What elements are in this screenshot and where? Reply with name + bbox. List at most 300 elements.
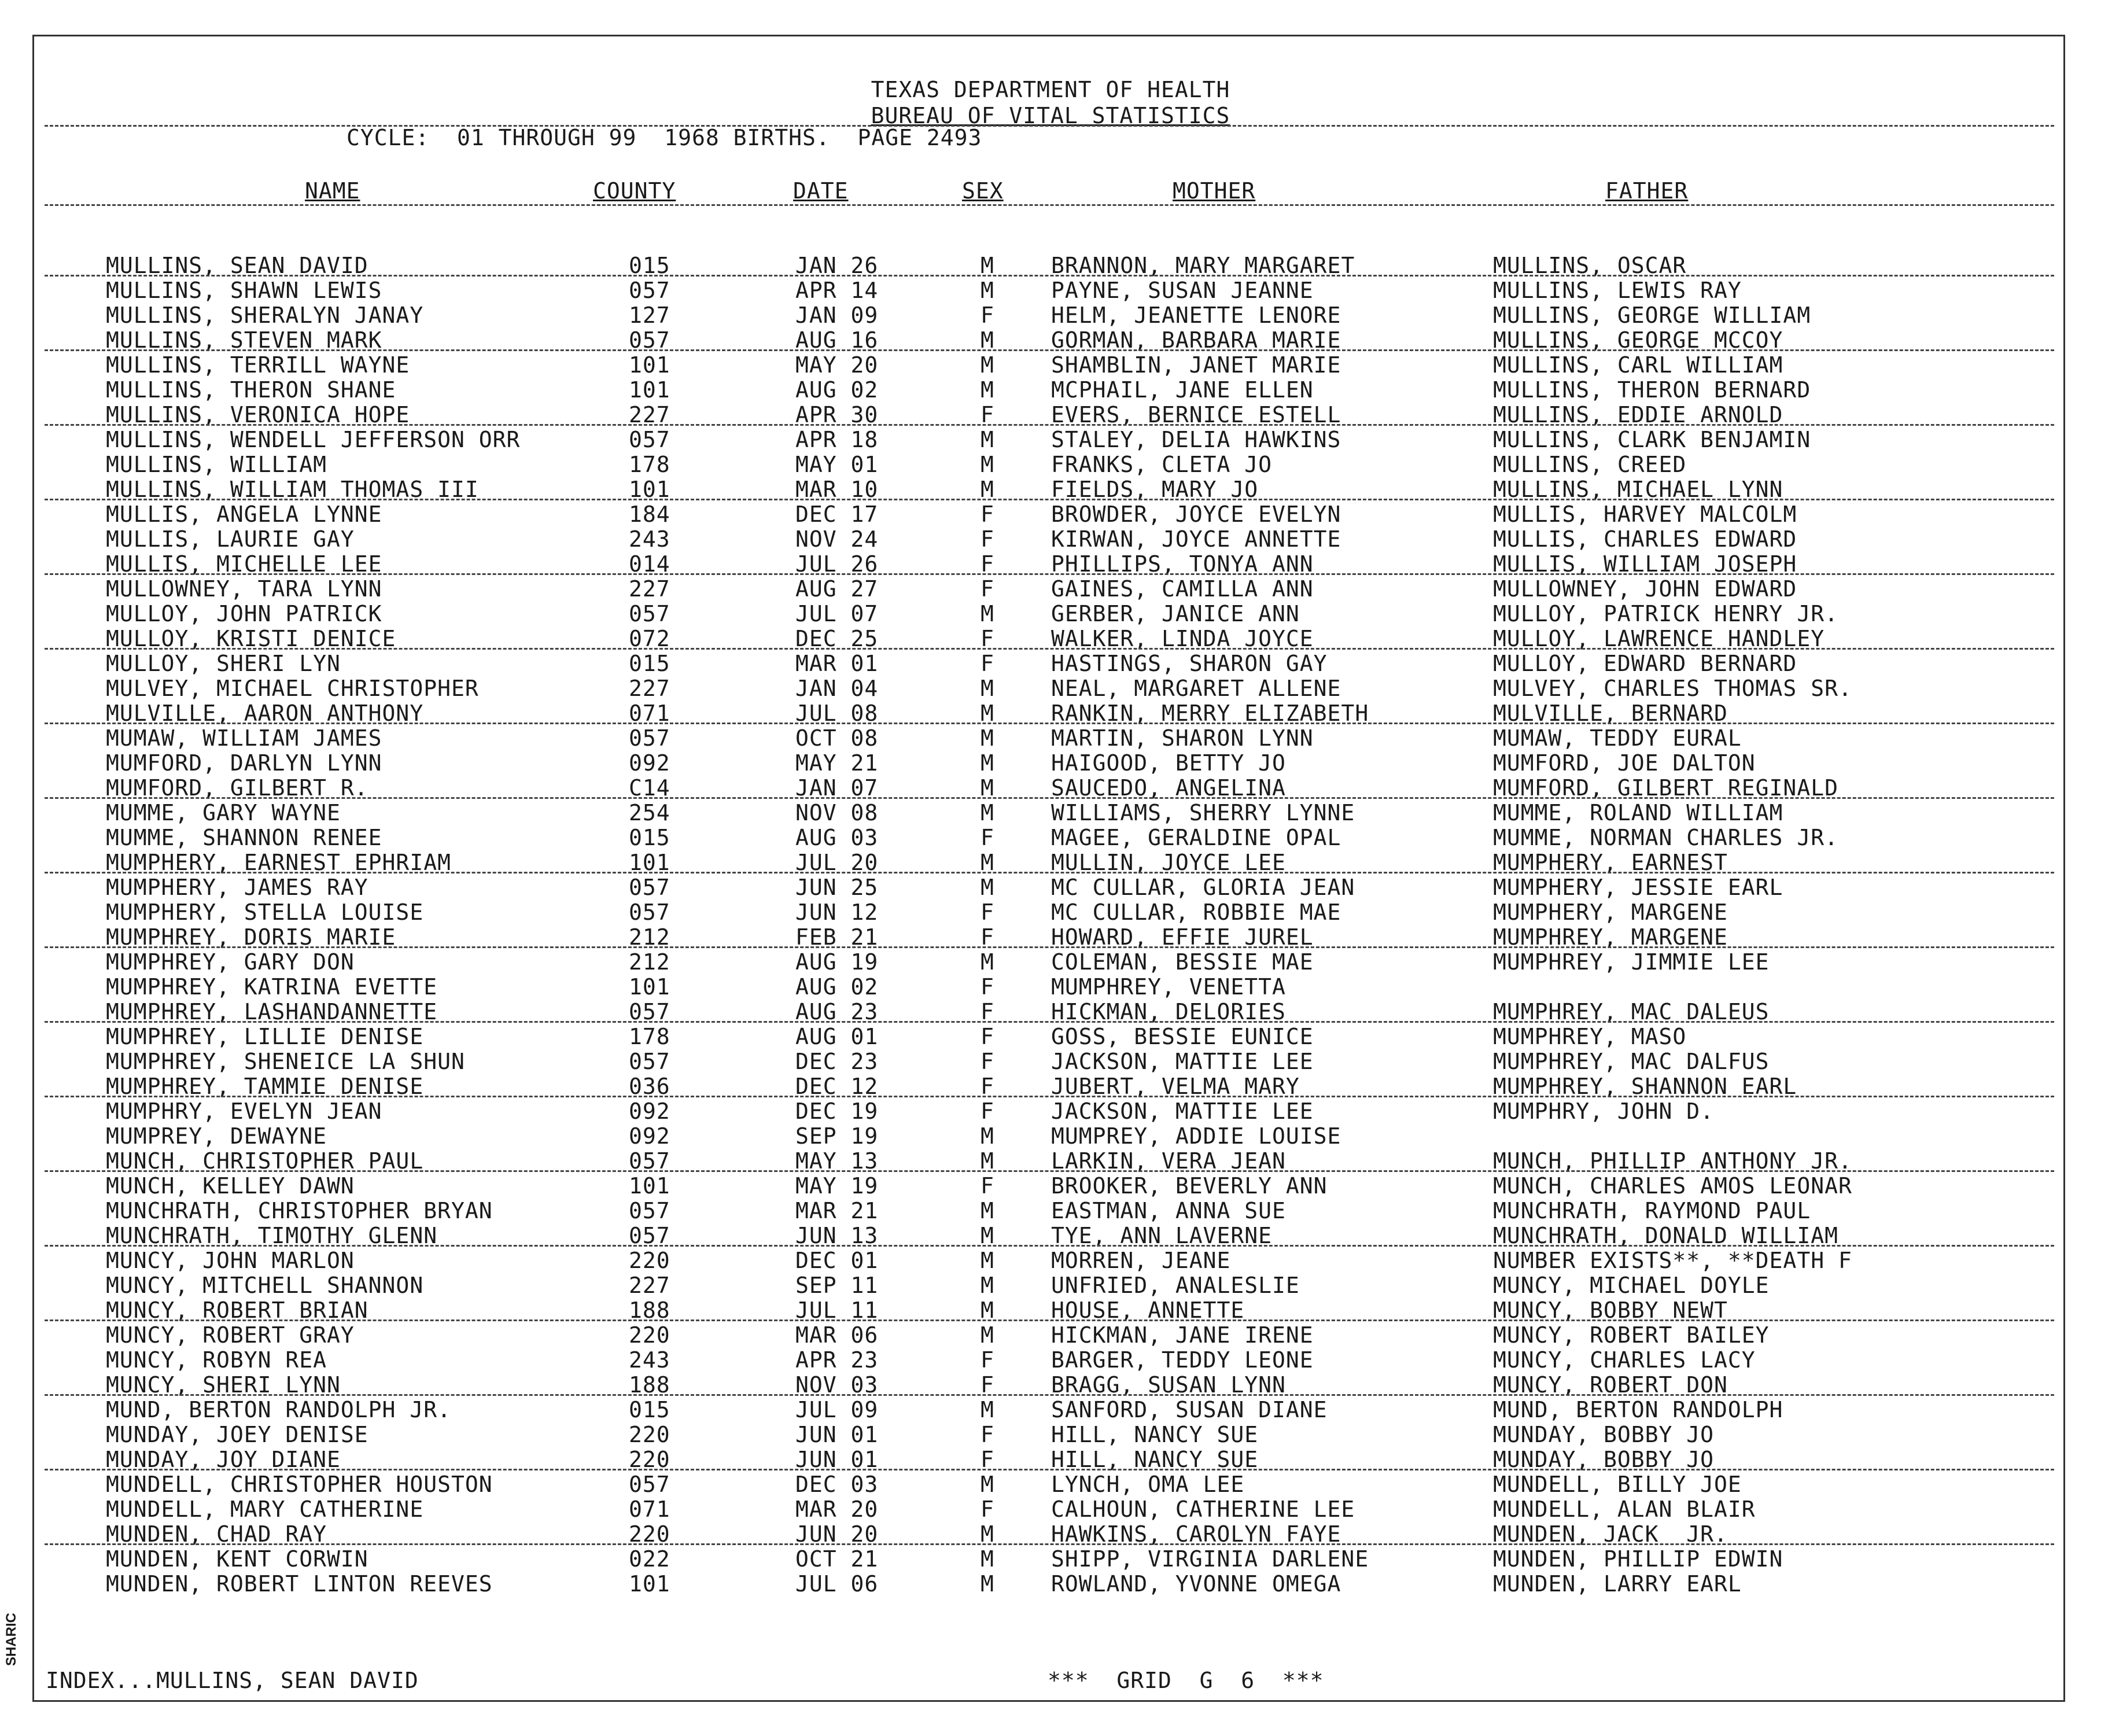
cell-mother: MULLIN, JOYCE LEE	[1051, 850, 1286, 875]
row-divider	[45, 1469, 2054, 1470]
cell-name: MULLOY, JOHN PATRICK	[106, 601, 382, 626]
cell-mother: GAINES, CAMILLA ANN	[1051, 576, 1314, 602]
cell-date: JAN 26	[795, 253, 879, 278]
cell-county: 243	[629, 526, 670, 552]
cell-name: MUMME, GARY WAYNE	[106, 800, 341, 825]
cell-mother: PAYNE, SUSAN JEANNE	[1051, 278, 1314, 303]
cell-name: MULLINS, SEAN DAVID	[106, 253, 368, 278]
cell-sex: F	[981, 999, 994, 1024]
cell-date: APR 18	[795, 427, 879, 452]
cell-sex: F	[981, 1422, 994, 1447]
cell-father: MULLOY, PATRICK HENRY JR.	[1493, 601, 1838, 626]
cell-father: MUNCHRATH, DONALD WILLIAM	[1493, 1223, 1838, 1248]
cell-name: MULLOWNEY, TARA LYNN	[106, 576, 382, 602]
cell-mother: HICKMAN, DELORIES	[1051, 999, 1286, 1024]
cell-mother: FIELDS, MARY JO	[1051, 477, 1259, 502]
cell-name: MUNCH, CHRISTOPHER PAUL	[106, 1148, 424, 1174]
cell-name: MULLINS, WENDELL JEFFERSON ORR	[106, 427, 521, 452]
cell-sex: M	[981, 1223, 994, 1248]
cell-name: MUMPHERY, JAMES RAY	[106, 875, 368, 900]
table-row	[34, 950, 2067, 975]
table-row	[34, 975, 2067, 1000]
cell-county: 220	[629, 1248, 670, 1273]
cell-father: MUMFORD, JOE DALTON	[1493, 750, 1756, 776]
cell-mother: NEAL, MARGARET ALLENE	[1051, 676, 1341, 701]
cell-sex: M	[981, 477, 994, 502]
row-divider	[45, 946, 2054, 948]
cell-date: DEC 23	[795, 1049, 879, 1074]
cell-mother: SHIPP, VIRGINIA DARLENE	[1051, 1546, 1369, 1572]
page-frame	[32, 35, 2065, 1702]
cell-father: MUNDAY, BOBBY JO	[1493, 1422, 1715, 1447]
cell-sex: M	[981, 1472, 994, 1497]
cell-sex: M	[981, 1546, 994, 1572]
cell-name: MUMPHREY, LASHANDANNETTE	[106, 999, 438, 1024]
table-row	[34, 1498, 2067, 1523]
cell-father: MULLINS, THERON BERNARD	[1493, 377, 1811, 403]
cell-name: MULLIS, ANGELA LYNNE	[106, 502, 382, 527]
row-divider	[45, 1245, 2054, 1247]
table-row	[34, 304, 2067, 329]
cell-county: 014	[629, 551, 670, 577]
cell-county: 036	[629, 1074, 670, 1099]
cell-sex: M	[981, 800, 994, 825]
cell-sex: M	[981, 750, 994, 776]
cell-father: MUNCY, BOBBY NEWT	[1493, 1298, 1728, 1323]
cell-date: DEC 17	[795, 502, 879, 527]
table-row	[34, 1572, 2067, 1597]
cell-date: DEC 01	[795, 1248, 879, 1273]
cell-father: MULVEY, CHARLES THOMAS SR.	[1493, 676, 1852, 701]
cell-name: MUNCY, ROBERT GRAY	[106, 1322, 355, 1348]
cell-father: MUMAW, TEDDY EURAL	[1493, 725, 1742, 751]
cell-name: MULLINS, VERONICA HOPE	[106, 402, 410, 427]
cell-sex: F	[981, 1173, 994, 1199]
table-row	[34, 1274, 2067, 1299]
cell-county: 057	[629, 327, 670, 353]
cell-name: MUNCY, ROBYN REA	[106, 1347, 327, 1373]
cell-father: MULLIS, HARVEY MALCOLM	[1493, 502, 1797, 527]
cell-name: MULLINS, WILLIAM	[106, 452, 327, 477]
cell-county: 022	[629, 1546, 670, 1572]
cell-name: MUMME, SHANNON RENEE	[106, 825, 382, 850]
cell-county: 057	[629, 875, 670, 900]
cell-sex: F	[981, 526, 994, 552]
cell-name: MUNCY, ROBERT BRIAN	[106, 1298, 368, 1323]
cell-date: OCT 21	[795, 1546, 879, 1572]
cell-mother: HASTINGS, SHARON GAY	[1051, 651, 1328, 676]
cell-date: MAR 10	[795, 477, 879, 502]
cell-mother: WILLIAMS, SHERRY LYNNE	[1051, 800, 1355, 825]
table-row	[34, 1398, 2067, 1423]
cell-name: MUND, BERTON RANDOLPH JR.	[106, 1397, 451, 1422]
table-row	[34, 1100, 2067, 1125]
cell-sex: M	[981, 253, 994, 278]
cycle-line: CYCLE: 01 THROUGH 99 1968 BIRTHS. PAGE 2493	[347, 125, 982, 150]
cell-mother: SAUCEDO, ANGELINA	[1051, 775, 1286, 801]
table-row	[34, 1025, 2067, 1050]
cell-date: APR 30	[795, 402, 879, 427]
cell-name: MUNDAY, JOEY DENISE	[106, 1422, 368, 1447]
cell-mother: HOUSE, ANNETTE	[1051, 1298, 1245, 1323]
cell-name: MULLINS, THERON SHANE	[106, 377, 396, 403]
cell-county: 071	[629, 701, 670, 726]
cell-date: JUN 01	[795, 1447, 879, 1472]
table-row	[34, 1348, 2067, 1373]
cell-mother: CALHOUN, CATHERINE LEE	[1051, 1497, 1355, 1522]
cell-county: 127	[629, 303, 670, 328]
cell-father: MUNCH, PHILLIP ANTHONY JR.	[1493, 1148, 1852, 1174]
cell-father: MUNCY, ROBERT DON	[1493, 1372, 1728, 1398]
cell-date: DEC 25	[795, 626, 879, 651]
column-header-county: COUNTY	[593, 178, 676, 204]
cell-date: JUL 20	[795, 850, 879, 875]
row-divider	[45, 1021, 2054, 1023]
cell-mother: EASTMAN, ANNA SUE	[1051, 1198, 1286, 1223]
table-row	[34, 453, 2067, 478]
cell-name: MUNDAY, JOY DIANE	[106, 1447, 341, 1472]
table-row	[34, 876, 2067, 901]
cell-mother: LYNCH, OMA LEE	[1051, 1472, 1245, 1497]
cell-mother: MC CULLAR, ROBBIE MAE	[1051, 900, 1341, 925]
cell-name: MUNCHRATH, CHRISTOPHER BRYAN	[106, 1198, 493, 1223]
cell-county: 092	[629, 750, 670, 776]
cell-mother: GOSS, BESSIE EUNICE	[1051, 1024, 1314, 1049]
cell-date: AUG 23	[795, 999, 879, 1024]
cell-father: MULLINS, GEORGE MCCOY	[1493, 327, 1783, 353]
cell-date: JUL 11	[795, 1298, 879, 1323]
cell-date: AUG 01	[795, 1024, 879, 1049]
cell-sex: M	[981, 1322, 994, 1348]
cell-name: MULVEY, MICHAEL CHRISTOPHER	[106, 676, 479, 701]
column-header-mother: MOTHER	[1173, 178, 1256, 204]
cell-name: MUMPHREY, KATRINA EVETTE	[106, 974, 438, 1000]
cell-sex: F	[981, 1497, 994, 1522]
cell-date: AUG 27	[795, 576, 879, 602]
cell-date: JAN 04	[795, 676, 879, 701]
cell-father: MULLINS, OSCAR	[1493, 253, 1687, 278]
cell-sex: M	[981, 278, 994, 303]
cell-date: JUL 06	[795, 1571, 879, 1597]
cell-mother: HOWARD, EFFIE JUREL	[1051, 924, 1314, 950]
cell-sex: F	[981, 551, 994, 577]
cell-county: 227	[629, 676, 670, 701]
cell-father: MUMME, ROLAND WILLIAM	[1493, 800, 1783, 825]
cell-mother: JACKSON, MATTIE LEE	[1051, 1049, 1314, 1074]
cell-date: AUG 16	[795, 327, 879, 353]
cell-county: 243	[629, 1347, 670, 1373]
agency-title: TEXAS DEPARTMENT OF HEALTH	[871, 77, 1230, 102]
cell-name: MUMPHRY, EVELYN JEAN	[106, 1099, 382, 1124]
row-divider	[45, 573, 2054, 575]
table-row	[34, 1199, 2067, 1224]
cell-mother: SHAMBLIN, JANET MARIE	[1051, 352, 1341, 378]
cell-father: MUMPHREY, MARGENE	[1493, 924, 1728, 950]
cell-father: MUNCY, MICHAEL DOYLE	[1493, 1273, 1770, 1298]
table-row	[34, 279, 2067, 304]
cell-name: MULLINS, SHERALYN JANAY	[106, 303, 424, 328]
cell-county: 057	[629, 1472, 670, 1497]
cell-county: 220	[629, 1422, 670, 1447]
cell-father: MULLINS, CARL WILLIAM	[1493, 352, 1783, 378]
cell-sex: M	[981, 1273, 994, 1298]
table-row	[34, 528, 2067, 552]
cell-date: JUL 07	[795, 601, 879, 626]
cell-mother: STALEY, DELIA HAWKINS	[1051, 427, 1341, 452]
cell-county: 057	[629, 278, 670, 303]
cell-county: 101	[629, 377, 670, 403]
cell-sex: M	[981, 1397, 994, 1422]
cell-county: 101	[629, 1571, 670, 1597]
cell-date: MAR 06	[795, 1322, 879, 1348]
cell-date: JUN 12	[795, 900, 879, 925]
cell-date: MAY 13	[795, 1148, 879, 1174]
cell-sex: F	[981, 1024, 994, 1049]
cell-sex: F	[981, 1372, 994, 1398]
cell-name: MUMAW, WILLIAM JAMES	[106, 725, 382, 751]
row-divider	[45, 648, 2054, 650]
cell-county: 101	[629, 974, 670, 1000]
cell-name: MUNCY, SHERI LYNN	[106, 1372, 341, 1398]
cell-sex: M	[981, 701, 994, 726]
table-row	[34, 503, 2067, 528]
cell-mother: TYE, ANN LAVERNE	[1051, 1223, 1273, 1248]
cell-date: MAY 19	[795, 1173, 879, 1199]
cell-date: JUL 26	[795, 551, 879, 577]
cell-mother: BRAGG, SUSAN LYNN	[1051, 1372, 1286, 1398]
row-divider	[45, 1543, 2054, 1545]
cell-name: MUNCY, JOHN MARLON	[106, 1248, 355, 1273]
cell-date: MAY 21	[795, 750, 879, 776]
cell-mother: MAGEE, GERALDINE OPAL	[1051, 825, 1341, 850]
cell-date: FEB 21	[795, 924, 879, 950]
cell-mother: LARKIN, VERA JEAN	[1051, 1148, 1286, 1174]
cell-date: AUG 19	[795, 949, 879, 975]
cell-county: 184	[629, 502, 670, 527]
cell-sex: M	[981, 601, 994, 626]
cell-mother: MUMPHREY, VENETTA	[1051, 974, 1286, 1000]
cell-sex: M	[981, 377, 994, 403]
cell-date: JAN 07	[795, 775, 879, 801]
cell-date: MAY 01	[795, 452, 879, 477]
cell-county: 057	[629, 1148, 670, 1174]
table-row	[34, 1324, 2067, 1348]
cell-date: NOV 24	[795, 526, 879, 552]
cell-sex: M	[981, 676, 994, 701]
cell-father: MUMPHREY, MAC DALFUS	[1493, 1049, 1770, 1074]
cell-father: MUMME, NORMAN CHARLES JR.	[1493, 825, 1838, 850]
cell-name: MULLIS, LAURIE GAY	[106, 526, 355, 552]
cell-name: MUMFORD, DARLYN LYNN	[106, 750, 382, 776]
cell-county: 072	[629, 626, 670, 651]
grid-footer: *** GRID G 6 ***	[1048, 1668, 1324, 1693]
cell-father: MUNDEN, JACK JR.	[1493, 1521, 1728, 1547]
cell-mother: HAIGOOD, BETTY JO	[1051, 750, 1286, 776]
table-row	[34, 826, 2067, 851]
cell-county: 057	[629, 900, 670, 925]
cell-date: MAR 01	[795, 651, 879, 676]
cell-county: 015	[629, 1397, 670, 1422]
cell-father: MUMPHREY, MASO	[1493, 1024, 1687, 1049]
table-row	[34, 652, 2067, 677]
cell-father: MULLOWNEY, JOHN EDWARD	[1493, 576, 1797, 602]
table-row	[34, 1249, 2067, 1274]
cell-father: MUMPHREY, SHANNON EARL	[1493, 1074, 1797, 1099]
cell-name: MUNCY, MITCHELL SHANNON	[106, 1273, 424, 1298]
cell-county: 015	[629, 253, 670, 278]
cell-name: MUNDELL, MARY CATHERINE	[106, 1497, 424, 1522]
cell-sex: M	[981, 875, 994, 900]
cell-name: MUMPHREY, TAMMIE DENISE	[106, 1074, 424, 1099]
cell-father: MUNCHRATH, RAYMOND PAUL	[1493, 1198, 1811, 1223]
row-divider	[45, 872, 2054, 873]
table-row	[34, 1125, 2067, 1149]
cell-county: 227	[629, 1273, 670, 1298]
cell-county: 057	[629, 999, 670, 1024]
cell-name: MUNDEN, ROBERT LINTON REEVES	[106, 1571, 493, 1597]
row-divider	[45, 424, 2054, 426]
cell-sex: M	[981, 725, 994, 751]
cell-name: MUMPHREY, LILLIE DENISE	[106, 1024, 424, 1049]
cell-county: 101	[629, 477, 670, 502]
table-row	[34, 577, 2067, 602]
cell-mother: MCPHAIL, JANE ELLEN	[1051, 377, 1314, 403]
cell-date: SEP 19	[795, 1123, 879, 1149]
table-row	[34, 1423, 2067, 1448]
table-row	[34, 1050, 2067, 1075]
cell-sex: F	[981, 626, 994, 651]
cell-mother: PHILLIPS, TONYA ANN	[1051, 551, 1314, 577]
table-row	[34, 677, 2067, 702]
cell-name: MULLOY, SHERI LYN	[106, 651, 341, 676]
table-row	[34, 1174, 2067, 1199]
cell-mother: GORMAN, BARBARA MARIE	[1051, 327, 1341, 353]
cell-father: MUNDEN, PHILLIP EDWIN	[1493, 1546, 1783, 1572]
cell-mother: MARTIN, SHARON LYNN	[1051, 725, 1314, 751]
cell-father: MULLINS, LEWIS RAY	[1493, 278, 1742, 303]
cell-sex: F	[981, 900, 994, 925]
cell-date: MAR 20	[795, 1497, 879, 1522]
table-row	[34, 801, 2067, 826]
cell-name: MULLIS, MICHELLE LEE	[106, 551, 382, 577]
cell-county: 212	[629, 924, 670, 950]
cell-sex: M	[981, 427, 994, 452]
cell-name: MUMPHREY, SHENEICE LA SHUN	[106, 1049, 465, 1074]
table-row	[34, 602, 2067, 627]
cell-mother: WALKER, LINDA JOYCE	[1051, 626, 1314, 651]
cell-mother: HILL, NANCY SUE	[1051, 1422, 1259, 1447]
cell-mother: BROWDER, JOYCE EVELYN	[1051, 502, 1341, 527]
cell-sex: F	[981, 651, 994, 676]
cell-father: MUNDELL, BILLY JOE	[1493, 1472, 1742, 1497]
cell-date: AUG 03	[795, 825, 879, 850]
table-row	[34, 378, 2067, 403]
cell-date: APR 14	[795, 278, 879, 303]
cell-sex: F	[981, 974, 994, 1000]
cell-county: 254	[629, 800, 670, 825]
cell-name: MUMFORD, GILBERT R.	[106, 775, 368, 801]
cell-sex: F	[981, 1049, 994, 1074]
cell-name: MUNDEN, CHAD RAY	[106, 1521, 327, 1547]
cell-date: MAR 21	[795, 1198, 879, 1223]
cell-mother: SANFORD, SUSAN DIANE	[1051, 1397, 1328, 1422]
cell-father: MUMPHERY, MARGENE	[1493, 900, 1728, 925]
cell-name: MUMPHERY, EARNEST EPHRIAM	[106, 850, 451, 875]
table-row	[34, 428, 2067, 453]
cell-county: 188	[629, 1372, 670, 1398]
cell-father: MUMPHERY, JESSIE EARL	[1493, 875, 1783, 900]
cell-sex: F	[981, 825, 994, 850]
cell-mother: KIRWAN, JOYCE ANNETTE	[1051, 526, 1341, 552]
row-divider	[45, 1319, 2054, 1321]
cell-mother: MORREN, JEANE	[1051, 1248, 1231, 1273]
cell-name: MUNCHRATH, TIMOTHY GLENN	[106, 1223, 438, 1248]
cell-sex: M	[981, 1198, 994, 1223]
side-mark: SHARIC	[3, 1612, 19, 1666]
cell-name: MUMPHERY, STELLA LOUISE	[106, 900, 424, 925]
cell-mother: EVERS, BERNICE ESTELL	[1051, 402, 1341, 427]
cell-county: 057	[629, 725, 670, 751]
cell-father: MUNDAY, BOBBY JO	[1493, 1447, 1715, 1472]
cell-sex: M	[981, 1521, 994, 1547]
cell-father: MULLOY, LAWRENCE HANDLEY	[1493, 626, 1825, 651]
table-row	[34, 1473, 2067, 1498]
cell-mother: RANKIN, MERRY ELIZABETH	[1051, 701, 1369, 726]
cell-father: MULVILLE, BERNARD	[1493, 701, 1728, 726]
bureau-title: BUREAU OF VITAL STATISTICS	[871, 103, 1230, 128]
cell-county: 057	[629, 1049, 670, 1074]
cell-county: 227	[629, 576, 670, 602]
cell-mother: HILL, NANCY SUE	[1051, 1447, 1259, 1472]
cell-father: MULLIS, WILLIAM JOSEPH	[1493, 551, 1797, 577]
cell-mother: HELM, JEANETTE LENORE	[1051, 303, 1341, 328]
cell-name: MUNDELL, CHRISTOPHER HOUSTON	[106, 1472, 493, 1497]
cell-county: 220	[629, 1322, 670, 1348]
cell-county: 057	[629, 1198, 670, 1223]
cell-county: 092	[629, 1123, 670, 1149]
index-footer: INDEX...MULLINS, SEAN DAVID	[46, 1668, 419, 1693]
cell-mother: MUMPREY, ADDIE LOUISE	[1051, 1123, 1341, 1149]
cell-date: AUG 02	[795, 377, 879, 403]
cell-sex: F	[981, 303, 994, 328]
cell-mother: BROOKER, BEVERLY ANN	[1051, 1173, 1328, 1199]
cell-sex: F	[981, 502, 994, 527]
cell-father: MUNCY, ROBERT BAILEY	[1493, 1322, 1770, 1348]
cell-sex: M	[981, 775, 994, 801]
cell-date: NOV 03	[795, 1372, 879, 1398]
cell-father: MULLINS, CLARK BENJAMIN	[1493, 427, 1811, 452]
cell-sex: M	[981, 850, 994, 875]
cell-sex: M	[981, 1571, 994, 1597]
cell-name: MULLINS, SHAWN LEWIS	[106, 278, 382, 303]
cell-county: 178	[629, 452, 670, 477]
cell-county: 057	[629, 427, 670, 452]
cell-sex: M	[981, 327, 994, 353]
row-divider	[45, 723, 2054, 724]
cell-father: MULLIS, CHARLES EDWARD	[1493, 526, 1797, 552]
cell-date: JUN 25	[795, 875, 879, 900]
cell-father: MULLINS, EDDIE ARNOLD	[1493, 402, 1783, 427]
column-header-sex: SEX	[962, 178, 1004, 204]
row-divider	[45, 1096, 2054, 1097]
table-row	[34, 353, 2067, 378]
cell-sex: F	[981, 1074, 994, 1099]
cell-father: NUMBER EXISTS**, **DEATH F	[1493, 1248, 1852, 1273]
row-divider	[45, 1170, 2054, 1172]
cell-father: MUNDELL, ALAN BLAIR	[1493, 1497, 1756, 1522]
cell-county: 101	[629, 850, 670, 875]
cell-date: JAN 09	[795, 303, 879, 328]
